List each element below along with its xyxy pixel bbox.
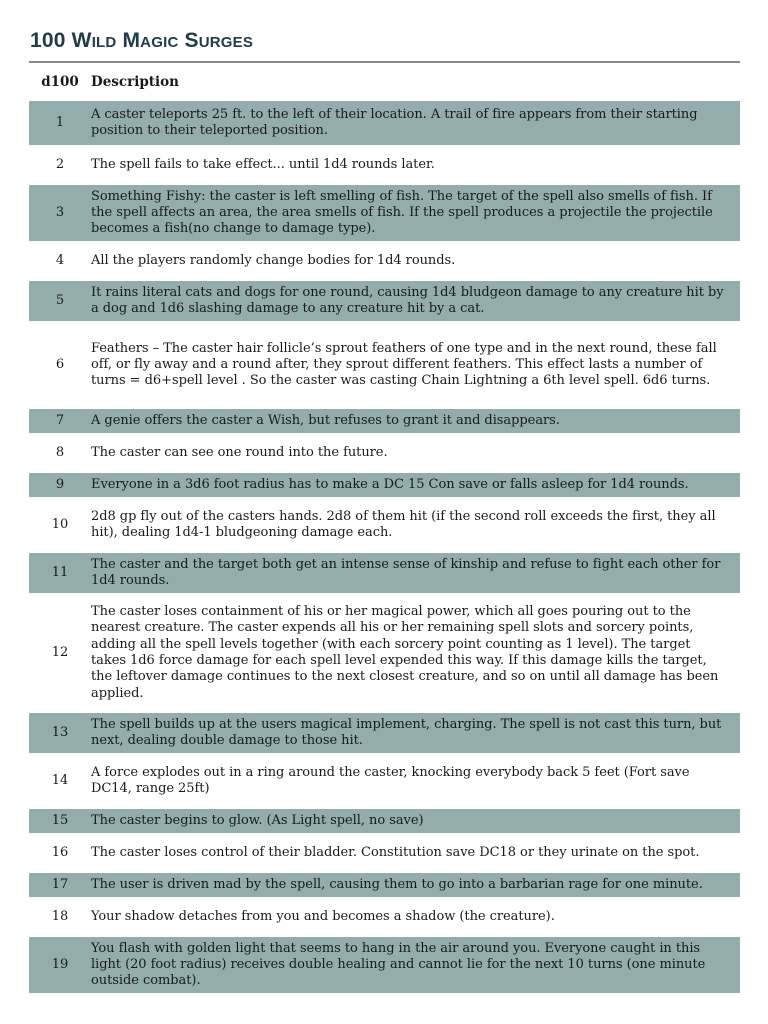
table-header-row <box>29 63 740 101</box>
table-row <box>29 181 740 245</box>
wild-magic-table <box>29 63 740 1001</box>
roll-cell: 16 <box>29 837 91 869</box>
table-row <box>29 405 740 437</box>
description-cell: Feathers – The caster hair follicle’s sprout feathers of one type and in the next round, these fall off, or fly away and a round after, they sprout different feathers. This effect lasts a number of turns = d6+spell level . So the caster was casting Chain Lightning a 6th level spell. 6d6 turns. <box>91 325 740 405</box>
description-cell: The user is driven mad by the spell, causing them to go into a barbarian rage for one minute. <box>91 869 740 901</box>
description-cell: Something Fishy: the caster is left smelling of fish. The target of the spell also smells of fish. If the spell affects an area, the area smells of fish. If the spell produces a projectile the projectile becomes a fish(no change to damage type). <box>91 181 740 245</box>
table-row <box>29 597 740 709</box>
description-cell: It rains literal cats and dogs for one round, causing 1d4 bludgeon damage to any creature hit by a dog and 1d6 slashing damage to any creature hit by a cat. <box>91 277 740 325</box>
table-row <box>29 245 740 277</box>
table-row <box>29 437 740 469</box>
roll-cell: 8 <box>29 437 91 469</box>
table-row <box>29 101 740 149</box>
roll-cell: 17 <box>29 869 91 901</box>
description-cell: The caster loses control of their bladder. Constitution save DC18 or they urinate on the spot. <box>91 837 740 869</box>
description-cell: The caster and the target both get an intense sense of kinship and refuse to fight each other for 1d4 rounds. <box>91 549 740 597</box>
table-row <box>29 901 740 933</box>
table-row <box>29 501 740 549</box>
description-cell: A genie offers the caster a Wish, but refuses to grant it and disappears. <box>91 405 740 437</box>
description-cell: The caster loses containment of his or her magical power, which all goes pouring out to the nearest creature. The caster expends all his or her remaining spell slots and sorcery points, adding all the spell levels together (with each sorcery point counting as 1 level). The target takes 1d6 force damage for each spell level expended this way. If this damage kills the target, the leftover damage continues to the next closest creature, and so on until all damage has been applied. <box>91 597 740 709</box>
description-cell: A force explodes out in a ring around the caster, knocking everybody back 5 feet (Fort save DC14, range 25ft) <box>91 757 740 805</box>
table-row <box>29 277 740 325</box>
table-row <box>29 149 740 181</box>
description-cell: The spell fails to take effect... until 1d4 rounds later. <box>91 149 740 181</box>
description-cell: A caster teleports 25 ft. to the left of their location. A trail of fire appears from their starting position to their teleported position. <box>91 101 740 149</box>
description-cell: Everyone in a 3d6 foot radius has to make a DC 15 Con save or falls asleep for 1d4 rounds. <box>91 469 740 501</box>
roll-cell: 7 <box>29 405 91 437</box>
roll-cell: 3 <box>29 181 91 245</box>
table-row <box>29 805 740 837</box>
table-row <box>29 869 740 901</box>
description-cell: The spell builds up at the users magical implement, charging. The spell is not cast this turn, but next, dealing double damage to those hit. <box>91 709 740 757</box>
table-row <box>29 325 740 405</box>
table-row <box>29 837 740 869</box>
roll-cell: 9 <box>29 469 91 501</box>
table-row <box>29 709 740 757</box>
page <box>29 24 740 1001</box>
table-body <box>29 101 740 997</box>
roll-cell: 10 <box>29 501 91 549</box>
roll-cell: 6 <box>29 325 91 405</box>
column-header-roll: d100 <box>41 74 79 90</box>
roll-cell: 13 <box>29 709 91 757</box>
roll-cell: 2 <box>29 149 91 181</box>
description-cell: All the players randomly change bodies for 1d4 rounds. <box>91 245 740 277</box>
page-title: 100 Wild Magic Surges <box>30 29 254 52</box>
description-cell: The caster begins to glow. (As Light spell, no save) <box>91 805 740 837</box>
description-cell: You flash with golden light that seems to hang in the air around you. Everyone caught in this light (20 foot radius) receives double healing and cannot lie for the next 10 turns (one minute outside combat). <box>91 933 740 997</box>
roll-cell: 5 <box>29 277 91 325</box>
description-cell: Your shadow detaches from you and becomes a shadow (the creature). <box>91 901 740 933</box>
roll-cell: 11 <box>29 549 91 597</box>
roll-cell: 18 <box>29 901 91 933</box>
roll-cell: 15 <box>29 805 91 837</box>
description-cell: The caster can see one round into the future. <box>91 437 740 469</box>
roll-cell: 14 <box>29 757 91 805</box>
table-row <box>29 549 740 597</box>
column-header-description: Description <box>91 74 179 90</box>
roll-cell: 12 <box>29 597 91 709</box>
table-row <box>29 469 740 501</box>
roll-cell: 4 <box>29 245 91 277</box>
table-row <box>29 933 740 997</box>
roll-cell: 19 <box>29 933 91 997</box>
description-cell: 2d8 gp fly out of the casters hands. 2d8 of them hit (if the second roll exceeds the first, they all hit), dealing 1d4-1 bludgeoning damage each. <box>91 501 740 549</box>
table-row <box>29 757 740 805</box>
roll-cell: 1 <box>29 101 91 149</box>
